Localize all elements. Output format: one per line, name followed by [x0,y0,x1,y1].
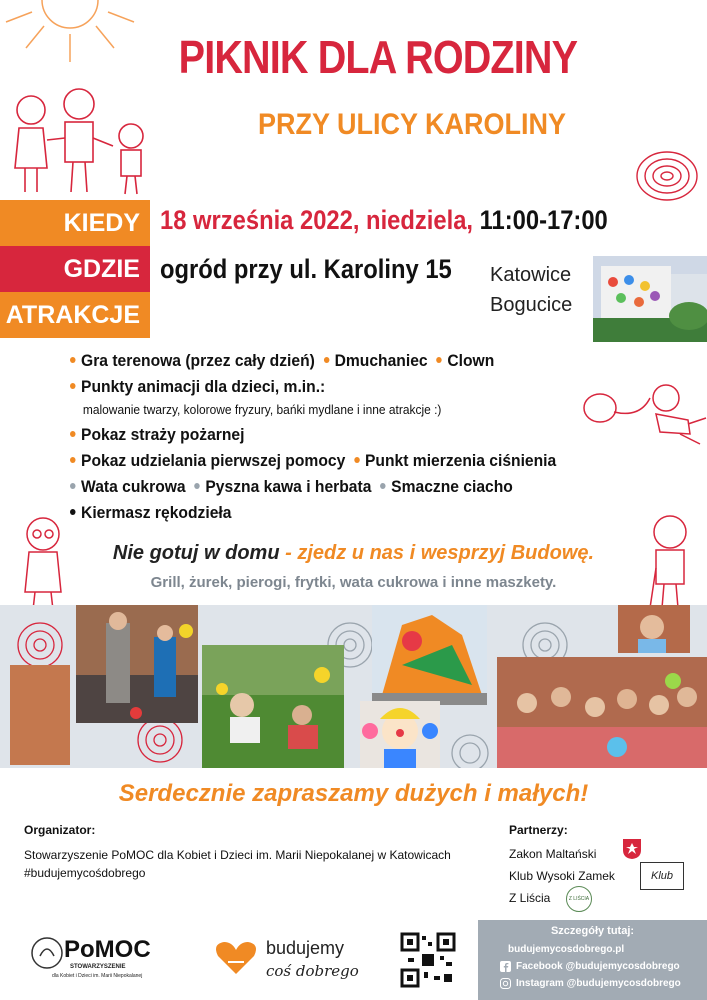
pomoc-mark-icon [30,936,64,970]
label-gdzie: GDZIE [0,246,150,292]
slogan: Nie gotuj w domu - zjedz u nas i wesprzyj Budowę. [112,542,595,564]
list-item: Punkty animacji dla dzieci, m.in.: [70,374,556,400]
klub-logo: Klub [640,862,684,890]
list-item: Gra terenowa (przez cały dzień) Dmuchaniec Clown [70,348,556,374]
page-title: PIKNIK DLA RODZINY [178,31,578,83]
building-photo [593,256,707,342]
family-drawing [5,88,165,200]
partners-list [509,843,615,909]
photo-collage [0,605,707,768]
list-item-detail: malowanie twarzy, kolorowe fryzury, bańki mydlane i inne atrakcje :) [82,402,442,417]
photo-group [497,657,707,768]
details-site[interactable]: budujemycosdobrego.pl [508,944,625,955]
event-time: 11:00-17:00 [479,205,608,235]
pomoc-logo: PoMOC [64,936,151,963]
photo-nun-kids [76,605,198,723]
photo-kids-play [10,665,70,765]
photo-clown [360,701,440,768]
sun-decoration [0,0,140,70]
event-city [490,260,572,320]
list-item: Kiermasz rękodzieła [70,500,556,526]
organizer-name: Stowarzyszenie PoMOC dla Kobiet i Dzieci im. Marii Niepokalanej w Katowicach [24,848,451,862]
event-address: ogród przy ul. Karoliny 15 [160,254,452,284]
organizer-info [24,846,451,882]
partner-item: Klub Wysoki Zamek [509,869,615,883]
facebook-icon [500,961,511,972]
budujemy-logo-text: budujemy [266,938,345,958]
partners-label: Partnerzy: [509,823,568,837]
organizer-hashtag: #budujemycośdobrego [24,866,146,880]
attractions-list [70,348,599,526]
photo-boy-smiling [618,605,690,653]
partner-item: Zakon Maltański [509,847,597,861]
details-facebook[interactable]: Facebook @budujemycosdobrego [516,961,680,972]
list-item: Pokaz udzielania pierwszej pomocy Punkt mierzenia ciśnienia [70,448,556,474]
invitation-text: Serdecznie zapraszamy dużych i małych! [118,780,589,807]
details-label: Szczegóły tutaj: [550,925,635,937]
label-kiedy: KIEDY [0,200,150,246]
district-name: Bogucice [490,294,573,316]
event-date-text: 18 września 2022, niedziela, [160,205,474,235]
girl-balloon-drawing [580,378,707,448]
page-subtitle: PRZY ULICY KAROLINY [258,108,567,141]
z-liscia-logo: Z LIŚCIA [566,886,592,912]
label-atrakcje: ATRAKCJE [0,292,150,338]
spiral-decoration [632,146,702,206]
food-list: Grill, żurek, pierogi, frytki, wata cukrowa i inne maszkety. [150,574,557,591]
photo-bouncy-castle [372,605,487,705]
city-name: Katowice [490,264,572,286]
heart-logo-icon [214,940,258,976]
qr-code-icon[interactable] [400,932,456,988]
event-date [160,205,608,236]
partner-item: Z Liścia [509,891,551,905]
list-item: Pokaz straży pożarnej [70,422,556,448]
pomoc-logo-sub1: STOWARZYSZENIE [70,964,126,970]
budujemy-logo-text2: coś dobrego [266,962,359,980]
instagram-icon [500,978,511,989]
list-item: Wata cukrowa Pyszna kawa i herbata Smaczne ciacho [70,474,556,500]
photo-picnic-grass [202,645,344,768]
details-instagram[interactable]: Instagram @budujemycosdobrego [516,978,681,989]
organizer-label: Organizator: [24,823,96,837]
pomoc-logo-sub2: dla Kobiet i Dzieci im. Marii Niepokalanej [52,973,143,979]
maltese-shield-logo [622,838,642,860]
details-panel [478,920,707,1000]
